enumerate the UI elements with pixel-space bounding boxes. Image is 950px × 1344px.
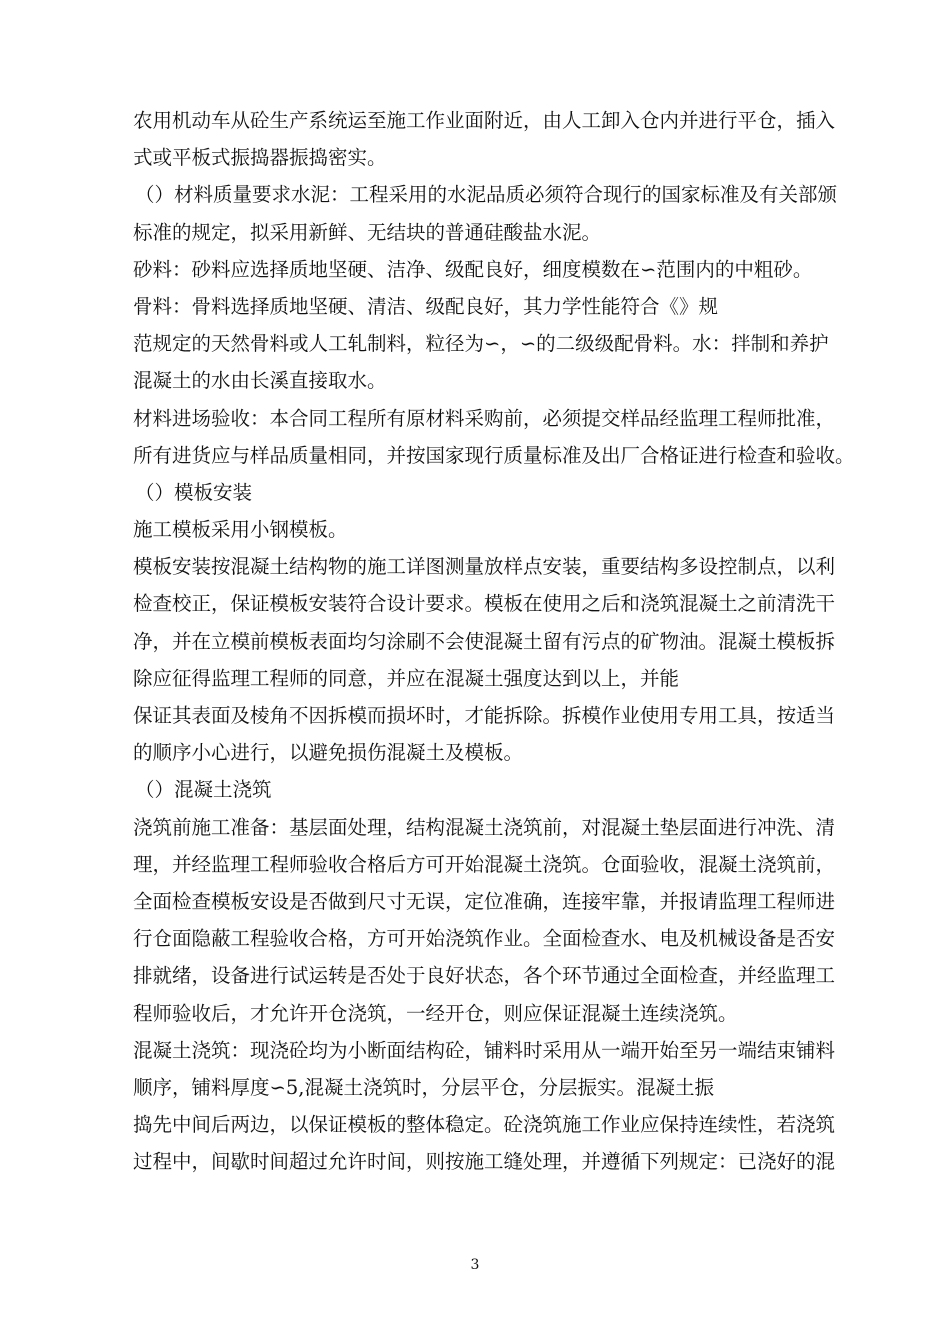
text-line: 所有进货应与样品质量相同，并按国家现行质量标准及出厂合格证进行检查和验收。 <box>133 443 855 467</box>
text-line: （）材料质量要求水泥：工程采用的水泥品质必须符合现行的国家标准及有关部颁 <box>135 183 838 207</box>
text-line: 检查校正，保证模板安装符合设计要求。模板在使用之后和浇筑混凝土之前清洗干 <box>133 592 836 616</box>
text-line: 行仓面隐蔽工程验收合格，方可开始浇筑作业。全面检查水、电及机械设备是否安 <box>133 927 836 951</box>
page-number: 3 <box>470 1257 480 1273</box>
text-line: 全面检查模板安设是否做到尺寸无误，定位准确，连接牢靠，并报请监理工程师进 <box>133 889 836 913</box>
text-line: 农用机动车从砼生产系统运至施工作业面附近，由人工卸入仓内并进行平仓，插入 <box>133 109 836 132</box>
text-line: 除应征得监理工程师的同意，并应在混凝土强度达到以上，并能 <box>133 666 680 690</box>
text-line: 标准的规定，拟采用新鲜、无结块的普通硅酸盐水泥。 <box>133 220 602 244</box>
text-line: 模板安装按混凝土结构物的施工详图测量放样点安装，重要结构多设控制点，以利 <box>133 555 836 579</box>
text-line: 砂料：砂料应选择质地坚硬、洁净、级配良好，细度模数在∽范围内的中粗砂。 <box>133 257 813 281</box>
body-text <box>133 102 855 1180</box>
text-line: 的顺序小心进行，以避免损伤混凝土及模板。 <box>133 741 524 765</box>
text-line: 骨料：骨料选择质地坚硬、清洁、级配良好，其力学性能符合《》规 <box>133 294 719 318</box>
text-line: （）混凝土浇筑 <box>135 778 272 802</box>
text-line: 顺序，铺料厚度∽5,混凝土浇筑时，分层平仓，分层振实。混凝土振 <box>133 1075 714 1099</box>
text-line: 程师验收后，才允许开仓浇筑，一经开仓，则应保证混凝土连续浇筑。 <box>133 1001 738 1025</box>
text-line: 混凝土的水由长溪直接取水。 <box>133 369 387 393</box>
text-line: 施工模板采用小钢模板。 <box>133 518 348 542</box>
text-line: 捣先中间后两边，以保证模板的整体稳定。砼浇筑施工作业应保持连续性，若浇筑 <box>133 1113 836 1137</box>
text-line: 排就绪，设备进行试运转是否处于良好状态，各个环节通过全面检查，并经监理工 <box>133 964 836 988</box>
text-line: 混凝土浇筑：现浇砼均为小断面结构砼，铺料时采用从一端开始至另一端结束铺料 <box>133 1038 836 1062</box>
text-line: 范规定的天然骨料或人工轧制料，粒径为∽，∽的二级级配骨料。水：拌制和养护 <box>133 332 829 356</box>
text-line: 保证其表面及棱角不因拆模而损坏时，才能拆除。拆模作业使用专用工具，按适当 <box>133 704 836 727</box>
text-line: 净，并在立模前模板表面均匀涂刷不会使混凝土留有污点的矿物油。混凝土模板拆 <box>133 629 836 653</box>
text-line: （）模板安装 <box>135 480 253 504</box>
text-line: 浇筑前施工准备：基层面处理，结构混凝土浇筑前，对混凝土垫层面进行冲洗、清 <box>133 815 836 839</box>
text-line: 理，并经监理工程师验收合格后方可开始混凝土浇筑。仓面验收，混凝土浇筑前， <box>133 852 836 876</box>
text-line: 过程中，间歇时间超过允许时间，则按施工缝处理，并遵循下列规定：已浇好的混 <box>133 1150 836 1174</box>
text-line: 材料进场验收：本合同工程所有原材料采购前，必须提交样品经监理工程师批准， <box>133 406 836 430</box>
text-line: 式或平板式振捣器振捣密实。 <box>133 146 387 170</box>
